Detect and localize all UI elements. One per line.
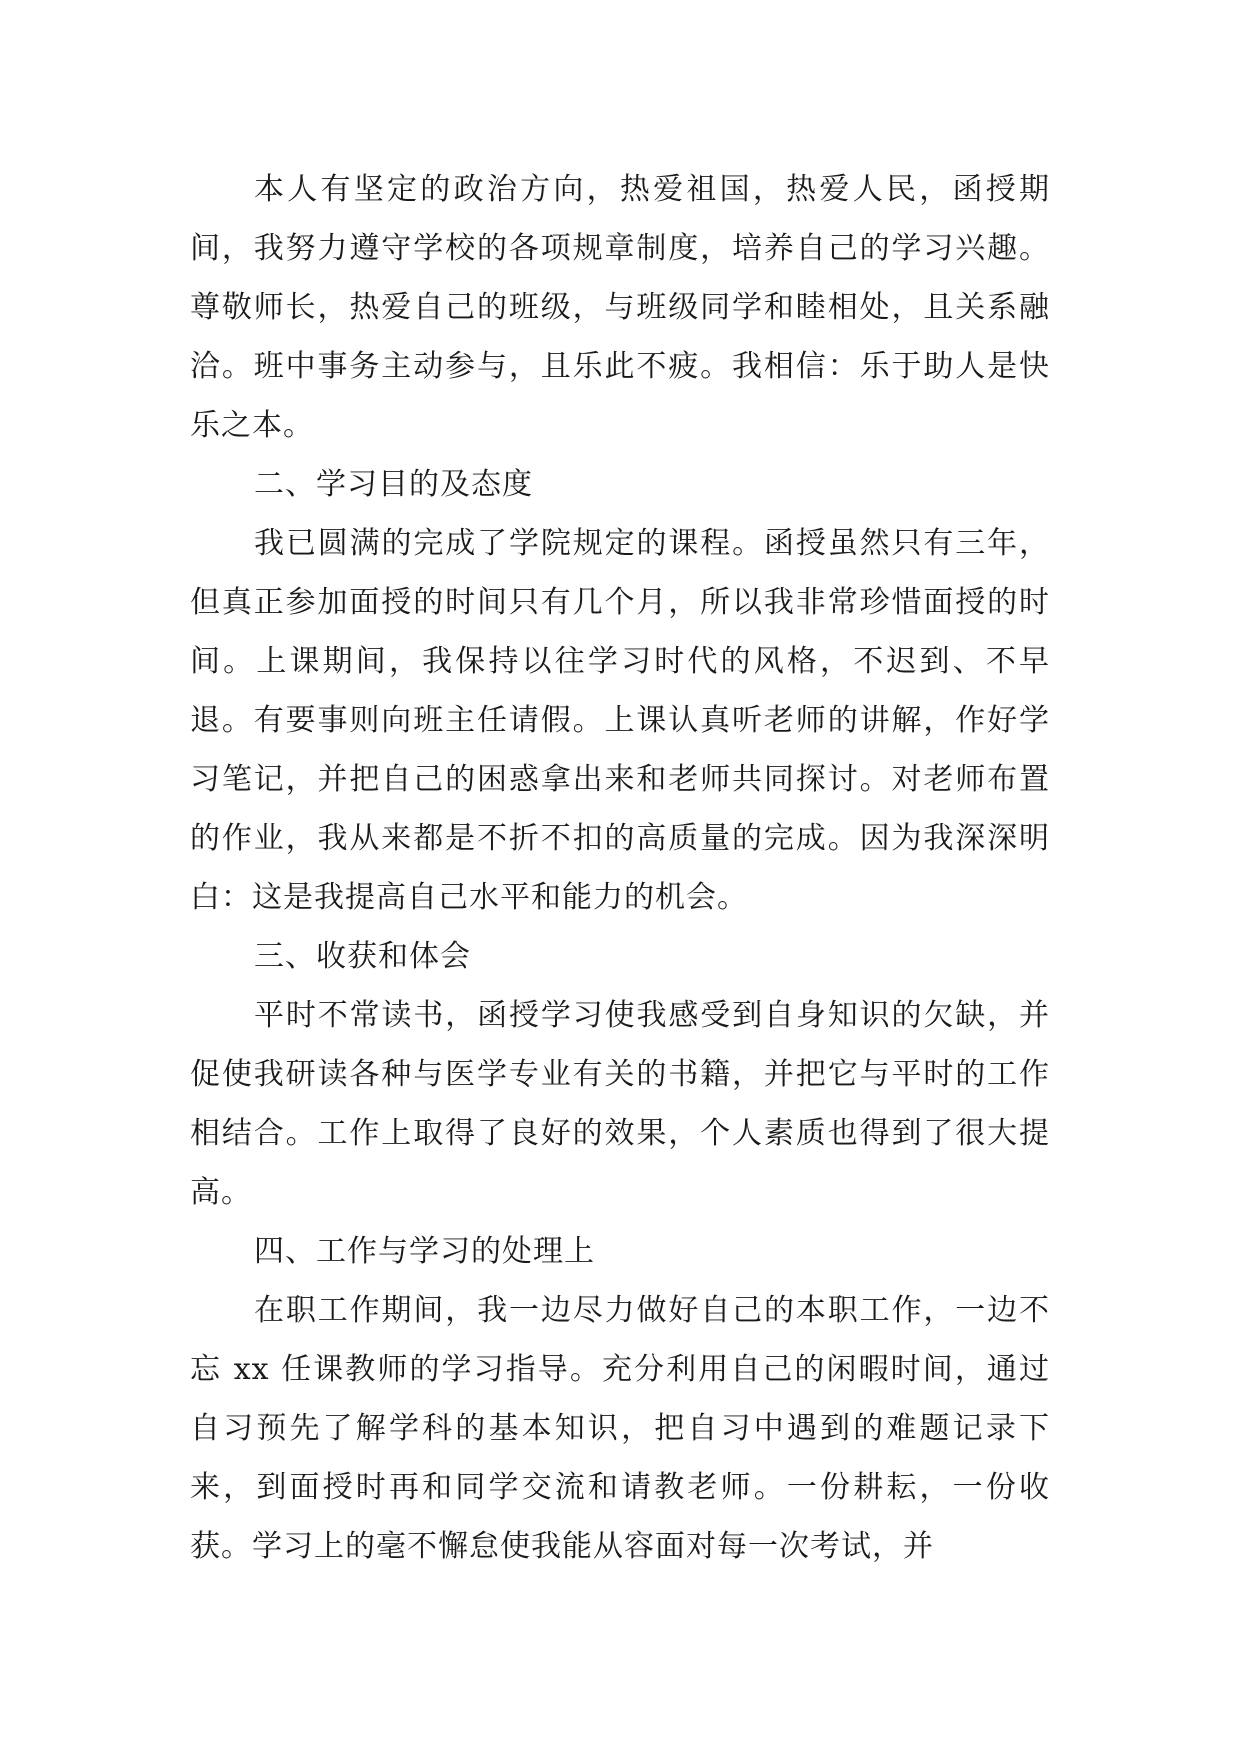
section-heading-study-purpose: 二、学习目的及态度 [254,467,533,502]
section-heading-work-study-balance: 四、工作与学习的处理上 [254,1234,595,1269]
document-body [190,160,1050,1576]
paragraph-political-stance: 本人有坚定的政治方向，热爱祖国，热爱人民，函授期间，我努力遵守学校的各项规章制度，培养自己的学习兴趣。尊敬师长，热爱自己的班级，与班级同学和睦相处，且关系融洽。班中事务主动参与，且乐此不疲。我相信：乐于助人是快乐之本。 [190,172,1050,443]
section-heading-gains: 三、收获和体会 [254,939,471,974]
paragraph-gains: 平时不常读书，函授学习使我感受到自身知识的欠缺，并促使我研读各种与医学专业有关的书籍，并把它与平时的工作相结合。工作上取得了良好的效果，个人素质也得到了很大提高。 [190,998,1050,1210]
paragraph-study-attitude: 我已圆满的完成了学院规定的课程。函授虽然只有三年，但真正参加面授的时间只有几个月，所以我非常珍惜面授的时间。上课期间，我保持以往学习时代的风格，不迟到、不早退。有要事则向班主任请假。上课认真听老师的讲解，作好学习笔记，并把自己的困惑拿出来和老师共同探讨。对老师布置的作业，我从来都是不折不扣的高质量的完成。因为我深深明白：这是我提高自己水平和能力的机会。 [190,526,1050,915]
paragraph-work-study-balance: 在职工作期间，我一边尽力做好自己的本职工作，一边不忘 xx 任课教师的学习指导。充分利用自己的闲暇时间，通过自习预先了解学科的基本知识，把自习中遇到的难题记录下来，到面授时再和同学交流和请教老师。一份耕耘，一份收获。学习上的毫不懈怠使我能从容面对每一次考试，并 [190,1293,1050,1564]
